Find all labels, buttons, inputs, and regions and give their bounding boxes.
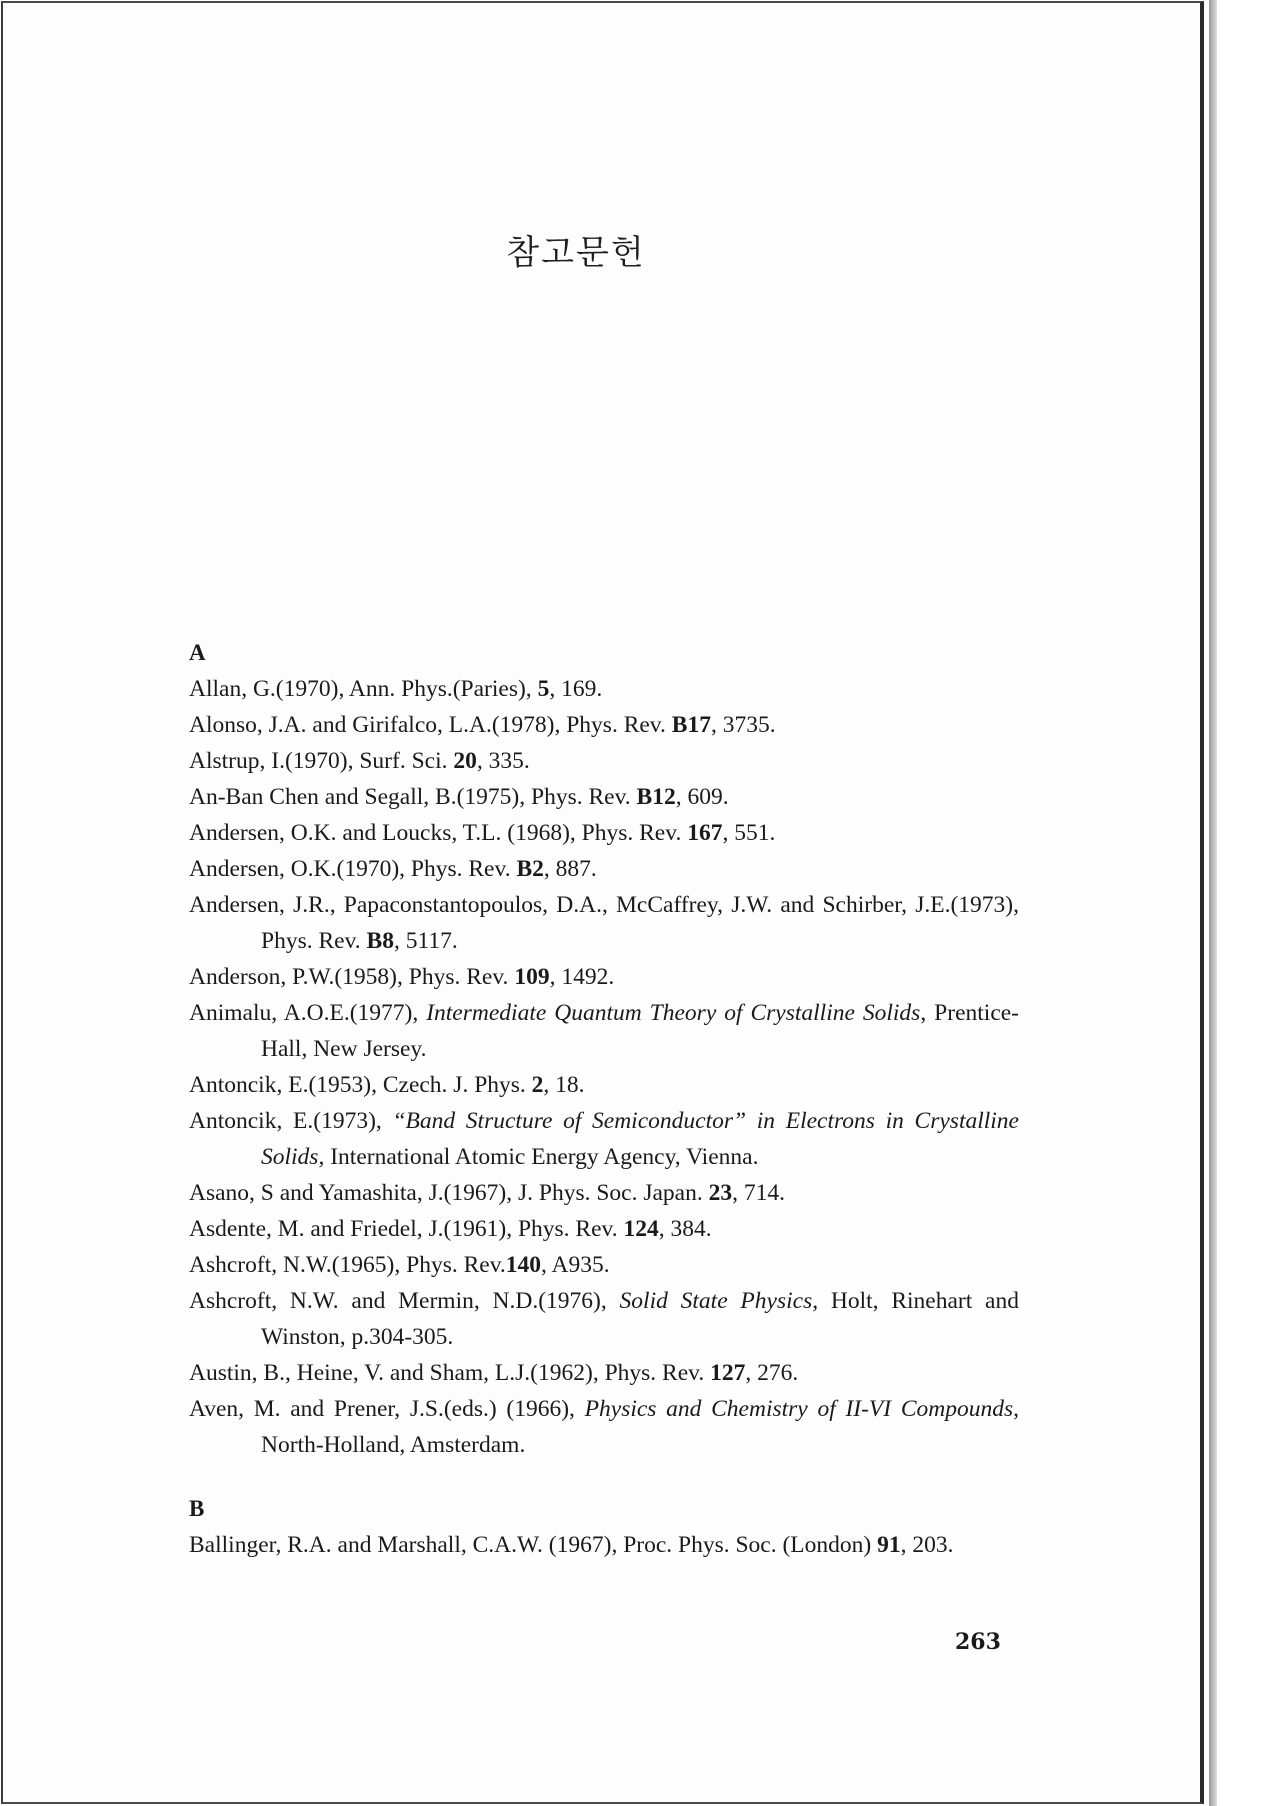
reference-text: Animalu, A.O.E.(1977), (189, 1000, 427, 1026)
reference-entry (189, 959, 1019, 995)
volume-number: 127 (710, 1360, 746, 1386)
reference-text: , 276. (745, 1360, 799, 1386)
reference-text: , Holt, Rinehart and Winston, p.304-305. (261, 1288, 1019, 1350)
reference-text: , 1492. (549, 964, 615, 990)
volume-number: 5 (537, 676, 550, 702)
reference-text: , 609. (675, 784, 729, 810)
page-sheet (1, 1, 1204, 1804)
reference-entry (189, 815, 1019, 851)
volume-number: B17 (671, 712, 711, 738)
page-title: 참고문헌 (506, 233, 646, 273)
reference-text: , 169. (549, 676, 603, 702)
section-letter: A (189, 640, 206, 665)
reference-text: Allan, G.(1970), Ann. Phys.(Paries), (189, 676, 538, 702)
reference-text: Alonso, J.A. and Girifalco, L.A.(1978), Phys. Rev. (189, 712, 672, 738)
reference-text: Asano, S and Yamashita, J.(1967), J. Phys. Soc. Japan. (189, 1180, 709, 1206)
section-letter: B (189, 1496, 205, 1521)
reference-entry (189, 1527, 1019, 1563)
reference-entry (189, 995, 1019, 1067)
reference-text: Andersen, J.R., Papaconstantopoulos, D.A., McCaffrey, J.W. and Schirber, J.E.(1973), Phys. Rev. (189, 892, 1019, 954)
reference-entry (189, 1175, 1019, 1211)
volume-number: 2 (531, 1072, 544, 1098)
publication-title: Physics and Chemistry of II-VI Compounds (584, 1396, 1014, 1422)
reference-entry (189, 1067, 1019, 1103)
reference-entry (189, 779, 1019, 815)
reference-text: Aven, M. and Prener, J.S.(eds.) (1966), (189, 1396, 585, 1422)
reference-list (189, 635, 1019, 1563)
reference-entry (189, 887, 1019, 959)
publication-title: Intermediate Quantum Theory of Crystalline Solids (426, 1000, 921, 1026)
reference-text: Antoncik, E.(1973), (189, 1108, 393, 1134)
reference-text: , 5117. (393, 928, 458, 954)
reference-entry (189, 1247, 1019, 1283)
reference-entry (189, 1355, 1019, 1391)
reference-text: , 3735. (710, 712, 776, 738)
reference-text: , 714. (732, 1180, 785, 1206)
volume-number: 124 (623, 1216, 659, 1242)
volume-number: B8 (366, 928, 394, 954)
reference-entry (189, 1103, 1019, 1175)
reference-text: , 887. (543, 856, 597, 882)
volume-number: 167 (687, 820, 723, 846)
page-number: 263 (955, 1629, 1001, 1655)
volume-number: 20 (453, 748, 477, 774)
publication-title: Solid State Physics (619, 1288, 813, 1314)
reference-text: , North-Holland, Amsterdam. (261, 1396, 1019, 1458)
volume-number: 23 (708, 1180, 733, 1206)
reference-text: Alstrup, I.(1970), Surf. Sci. (189, 748, 454, 774)
volume-number: 140 (505, 1252, 542, 1278)
reference-text: Andersen, O.K.(1970), Phys. Rev. (189, 856, 517, 882)
volume-number: 109 (514, 964, 550, 990)
reference-text: Anderson, P.W.(1958), Phys. Rev. (189, 964, 515, 990)
reference-text: , 384. (658, 1216, 712, 1242)
reference-text: , International Atomic Energy Agency, Vienna. (318, 1144, 759, 1170)
reference-entry (189, 1211, 1019, 1247)
reference-text: , 203. (900, 1532, 954, 1558)
reference-text: Ballinger, R.A. and Marshall, C.A.W. (1967), Proc. Phys. Soc. (London) (189, 1532, 878, 1558)
reference-text: , A935. (541, 1252, 610, 1278)
reference-text: Andersen, O.K. and Loucks, T.L. (1968), Phys. Rev. (189, 820, 688, 846)
reference-text: Austin, B., Heine, V. and Sham, L.J.(1962), Phys. Rev. (189, 1360, 711, 1386)
page-edge-shadow (1209, 0, 1217, 1806)
reference-entry (189, 1283, 1019, 1355)
reference-entry (189, 743, 1019, 779)
publication-title: “Band Structure of Semiconductor” in Electrons in Crystalline Solids (261, 1108, 1019, 1170)
reference-text: Asdente, M. and Friedel, J.(1961), Phys. Rev. (189, 1216, 624, 1242)
reference-entry (189, 671, 1019, 707)
volume-number: B2 (516, 856, 544, 882)
reference-text: Antoncik, E.(1953), Czech. J. Phys. (189, 1072, 532, 1098)
reference-text: , 18. (543, 1072, 585, 1098)
volume-number: B12 (636, 784, 676, 810)
reference-entry (189, 851, 1019, 887)
reference-entry (189, 707, 1019, 743)
reference-text: An-Ban Chen and Segall, B.(1975), Phys. Rev. (189, 784, 637, 810)
reference-text: , 551. (722, 820, 776, 846)
reference-text: Ashcroft, N.W.(1965), Phys. Rev. (189, 1252, 506, 1278)
reference-entry (189, 1391, 1019, 1463)
reference-text: , 335. (476, 748, 530, 774)
volume-number: 91 (877, 1532, 901, 1558)
reference-text: Ashcroft, N.W. and Mermin, N.D.(1976), (189, 1288, 620, 1314)
reference-text: , Prentice-Hall, New Jersey. (261, 1000, 1020, 1062)
